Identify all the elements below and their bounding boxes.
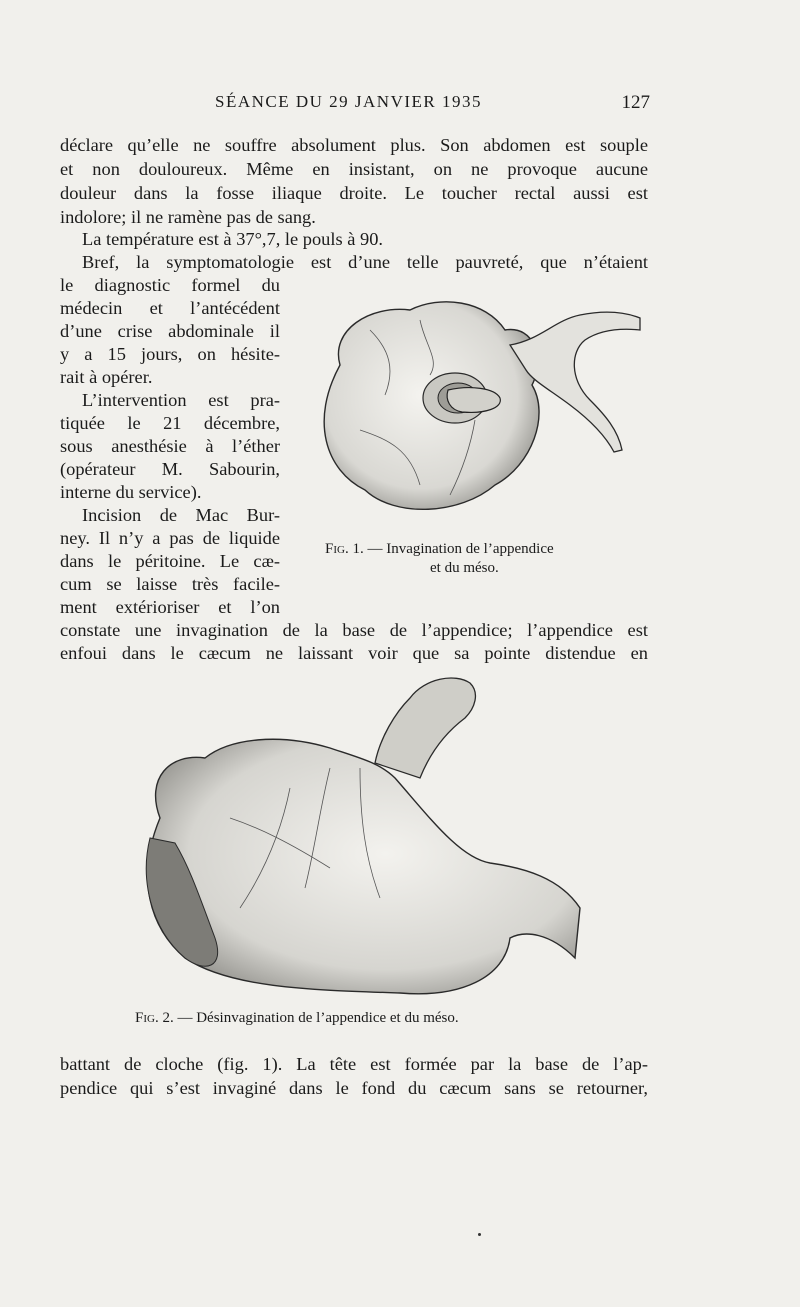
text-line: Bref, la symptomatologie est d’une telle pauvreté, que n’étaient bbox=[82, 252, 648, 272]
text-line: La température est à 37°,7, le pouls à 90. bbox=[82, 229, 383, 249]
text-line: Incision de Mac Bur- bbox=[82, 505, 280, 525]
figure-2-label: Fig. 2. bbox=[135, 1010, 174, 1026]
running-head: SÉANCE DU 29 JANVIER 1935 bbox=[215, 92, 482, 111]
text-line: constate une invagination de la base de l’appendice; l’appendice est bbox=[60, 620, 648, 640]
figure-1-label: Fig. 1. bbox=[325, 541, 364, 557]
text-line: L’intervention est pra- bbox=[82, 390, 280, 410]
page-number: 127 bbox=[621, 92, 650, 113]
text-line: pendice qui s’est invaginé dans le fond du cæcum sans se retourner, bbox=[60, 1078, 648, 1098]
text-line: battant de cloche (fig. 1). La tête est formée par la base de l’ap- bbox=[60, 1054, 648, 1074]
text-line: ney. Il n’y a pas de liquide bbox=[60, 528, 280, 548]
figure-1-caption-text: — Invagination de l’appendice bbox=[367, 541, 554, 557]
figure-1-caption bbox=[325, 541, 554, 558]
figure-2-caption bbox=[135, 1010, 459, 1027]
text-line: médecin et l’antécédent bbox=[60, 298, 280, 318]
figure-2-caption-text: — Désinvagination de l’appendice et du méso. bbox=[177, 1010, 459, 1026]
text-line: rait à opérer. bbox=[60, 367, 153, 387]
text-line: sous anesthésie à l’éther bbox=[60, 436, 280, 456]
text-line: dans le péritoine. Le cæ- bbox=[60, 551, 280, 571]
text-line: interne du service). bbox=[60, 482, 202, 502]
text-line: cum se laisse très facile- bbox=[60, 574, 280, 594]
text-line: douleur dans la fosse iliaque droite. Le toucher rectal aussi est bbox=[60, 183, 648, 203]
text-line: déclare qu’elle ne souffre absolument plus. Son abdomen est souple bbox=[60, 135, 648, 155]
text-line: indolore; il ne ramène pas de sang. bbox=[60, 207, 316, 227]
page-speck bbox=[478, 1233, 481, 1236]
text-line: d’une crise abdominale il bbox=[60, 321, 280, 341]
figure-1-caption-continued: et du méso. bbox=[430, 560, 499, 576]
figure-2-illustration bbox=[130, 668, 585, 998]
text-line: tiquée le 21 décembre, bbox=[60, 413, 280, 433]
text-line: enfoui dans le cæcum ne laissant voir que sa pointe distendue en bbox=[60, 643, 648, 663]
text-line: (opérateur M. Sabourin, bbox=[60, 459, 280, 479]
text-line: ment extérioriser et l’on bbox=[60, 597, 280, 617]
page-header bbox=[60, 92, 650, 122]
text-line: y a 15 jours, on hésite- bbox=[60, 344, 280, 364]
text-line: et non douloureux. Même en insistant, on ne provoque aucune bbox=[60, 159, 648, 179]
figure-1-illustration bbox=[300, 290, 645, 520]
text-line: le diagnostic formel du bbox=[60, 275, 280, 295]
